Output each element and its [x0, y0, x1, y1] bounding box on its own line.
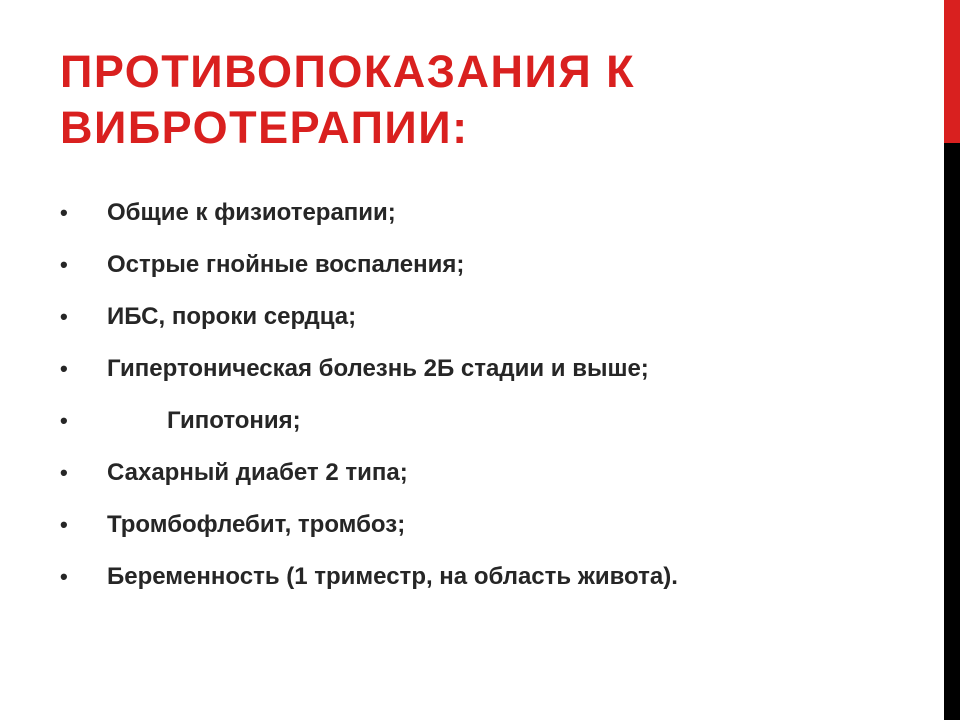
list-item-text: Острые гнойные воспаления; [107, 251, 465, 278]
list-item-text: Гипотония; [167, 407, 301, 434]
accent-bar-red [944, 0, 960, 143]
list-item [60, 239, 920, 291]
bullet-icon: • [60, 460, 68, 485]
list-item [60, 343, 920, 395]
list-item [60, 551, 920, 603]
list-item [60, 447, 920, 499]
list-item-text: Гипертоническая болезнь 2Б стадии и выше; [107, 355, 649, 382]
bullet-icon: • [60, 304, 68, 329]
list-item-text: Тромбофлебит, тромбоз; [107, 511, 406, 538]
slide-title-line-1: ПРОТИВОПОКАЗАНИЯ К [60, 46, 636, 97]
bullet-icon: • [60, 356, 68, 381]
contraindications-list [60, 187, 920, 603]
accent-bar-black [944, 143, 960, 720]
bullet-icon: • [60, 408, 68, 433]
slide-title [60, 44, 880, 156]
list-item [60, 395, 920, 447]
list-item [60, 291, 920, 343]
bullet-icon: • [60, 512, 68, 537]
slide-title-line-2: ВИБРОТЕРАПИИ: [60, 102, 469, 153]
list-item [60, 187, 920, 239]
bullet-icon: • [60, 564, 68, 589]
list-item-text: Общие к физиотерапии; [107, 199, 396, 226]
list-item-text: Беременность (1 триместр, на область живота). [107, 563, 678, 590]
bullet-icon: • [60, 252, 68, 277]
list-item-text: Сахарный диабет 2 типа; [107, 459, 408, 486]
bullet-icon: • [60, 200, 68, 225]
list-item-text: ИБС, пороки сердца; [107, 303, 357, 330]
list-item [60, 499, 920, 551]
